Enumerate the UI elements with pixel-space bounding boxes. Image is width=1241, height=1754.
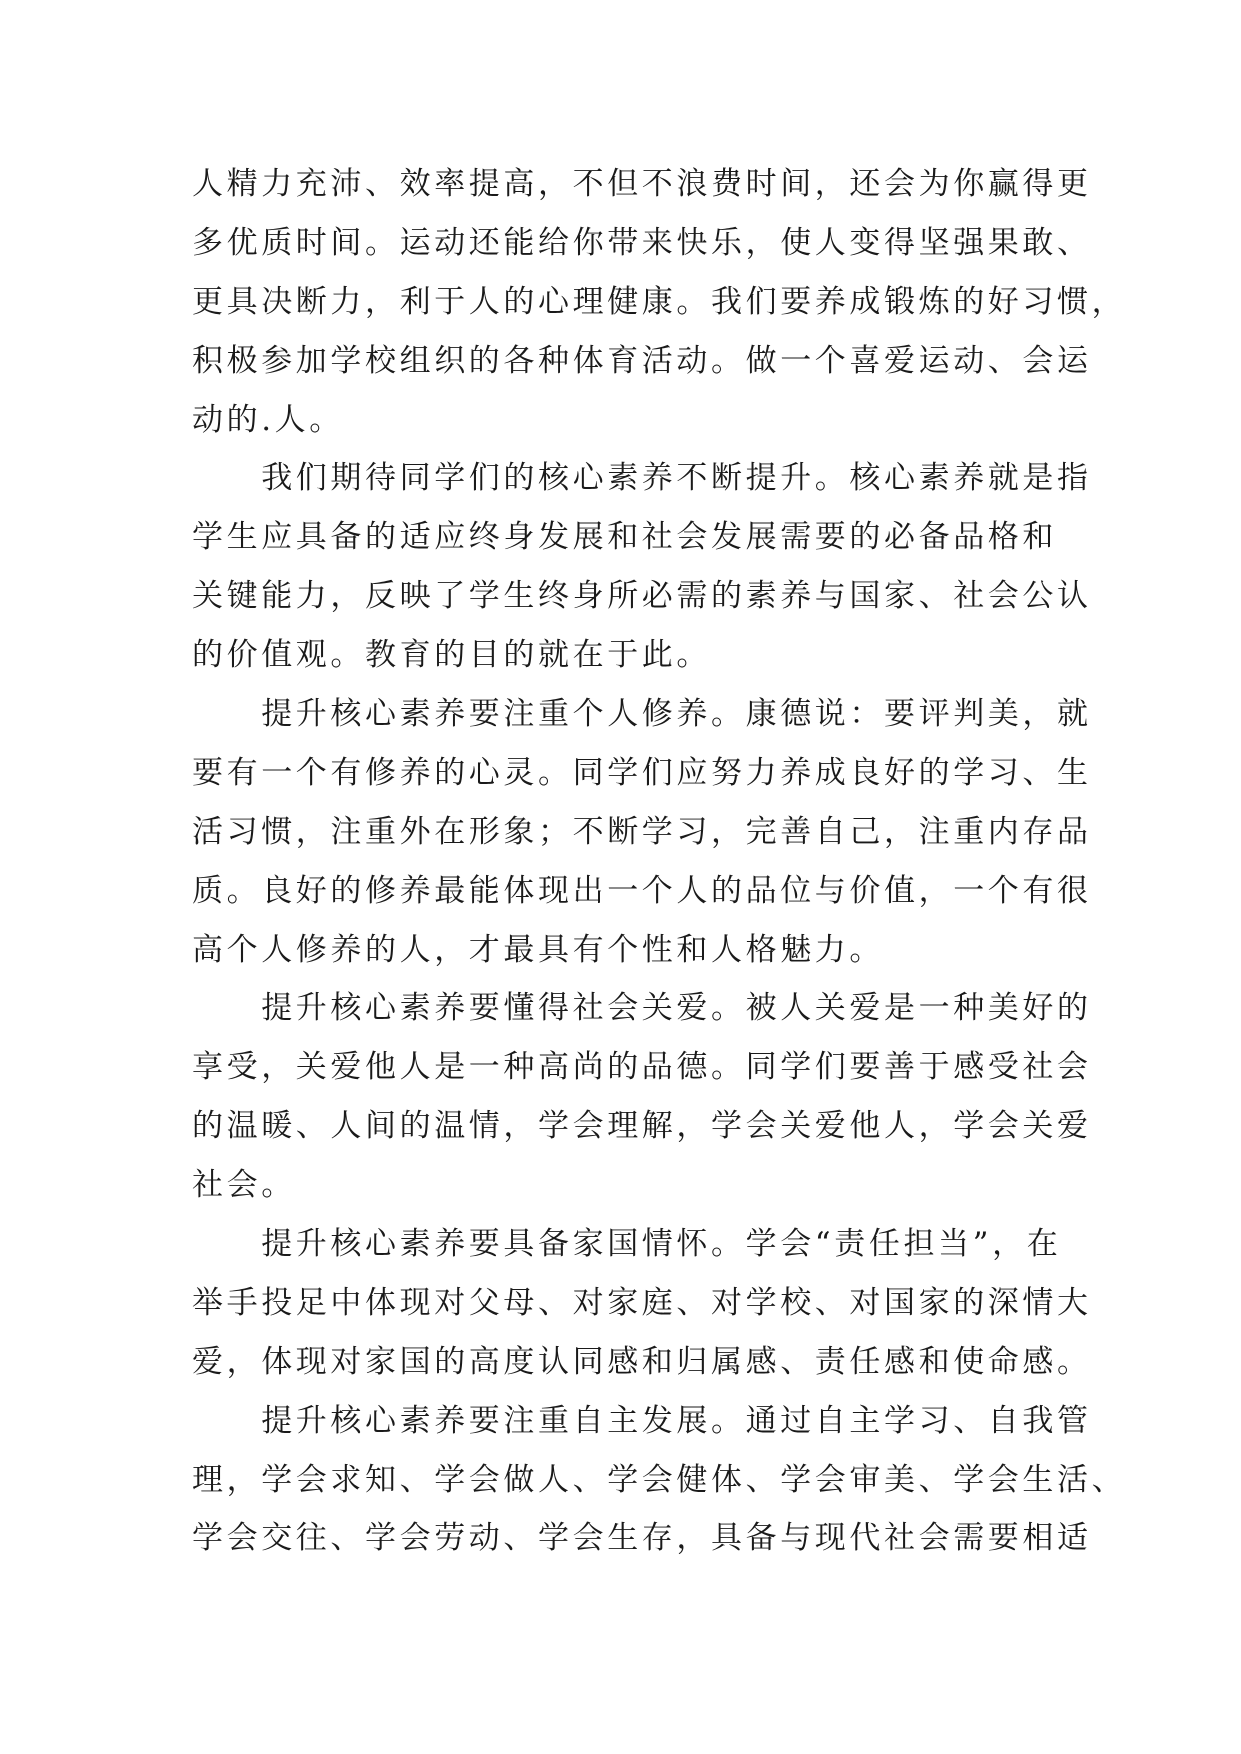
text-line: 提升核心素养要懂得社会关爱。被人关爱是一种美好的 xyxy=(192,990,1092,1027)
text-line: 爱，体现对家国的高度认同感和归属感、责任感和使命感。 xyxy=(192,1343,1092,1380)
text-line: 更具决断力，利于人的心理健康。我们要养成锻炼的好习惯， xyxy=(192,283,1127,320)
text-line: 质。良好的修养最能体现出一个人的品位与价值，一个有很 xyxy=(192,872,1092,909)
text-line: 关键能力，反映了学生终身所必需的素养与国家、社会公认 xyxy=(192,578,1092,615)
text-line: 的温暖、人间的温情，学会理解，学会关爱他人，学会关爱 xyxy=(192,1108,1092,1145)
text-line: 多优质时间。运动还能给你带来快乐，使人变得坚强果敢、 xyxy=(192,224,1092,261)
text-line: 社会。 xyxy=(192,1167,296,1204)
text-line: 活习惯，注重外在形象；不断学习，完善自己，注重内存品 xyxy=(192,813,1092,850)
text-line: 人精力充沛、效率提高，不但不浪费时间，还会为你赢得更 xyxy=(192,166,1092,202)
text-line: 的价值观。教育的目的就在于此。 xyxy=(192,637,711,674)
text-line: 提升核心素养要具备家国情怀。学会“责任担当”，在 xyxy=(192,1226,1062,1263)
body-text xyxy=(192,155,1127,1568)
text-line: 享受，关爱他人是一种高尚的品德。同学们要善于感受社会 xyxy=(192,1049,1092,1086)
text-line: 学生应具备的适应终身发展和社会发展需要的必备品格和 xyxy=(192,519,1057,556)
text-line: 提升核心素养要注重个人修养。康德说：要评判美，就 xyxy=(192,696,1092,733)
text-line: 理，学会求知、学会做人、学会健体、学会审美、学会生活、 xyxy=(192,1461,1127,1498)
text-line: 要有一个有修养的心灵。同学们应努力养成良好的学习、生 xyxy=(192,754,1092,791)
text-line: 举手投足中体现对父母、对家庭、对学校、对国家的深情大 xyxy=(192,1284,1092,1321)
text-line: 我们期待同学们的核心素养不断提升。核心素养就是指 xyxy=(192,460,1092,497)
text-line: 提升核心素养要注重自主发展。通过自主学习、自我管 xyxy=(192,1402,1092,1439)
text-line: 积极参加学校组织的各种体育活动。做一个喜爱运动、会运 xyxy=(192,342,1092,379)
text-line: 高个人修养的人，才最具有个性和人格魅力。 xyxy=(192,931,884,968)
text-line: 动的.人。 xyxy=(192,401,344,438)
text-line: 学会交往、学会劳动、学会生存，具备与现代社会需要相适 xyxy=(192,1520,1092,1557)
